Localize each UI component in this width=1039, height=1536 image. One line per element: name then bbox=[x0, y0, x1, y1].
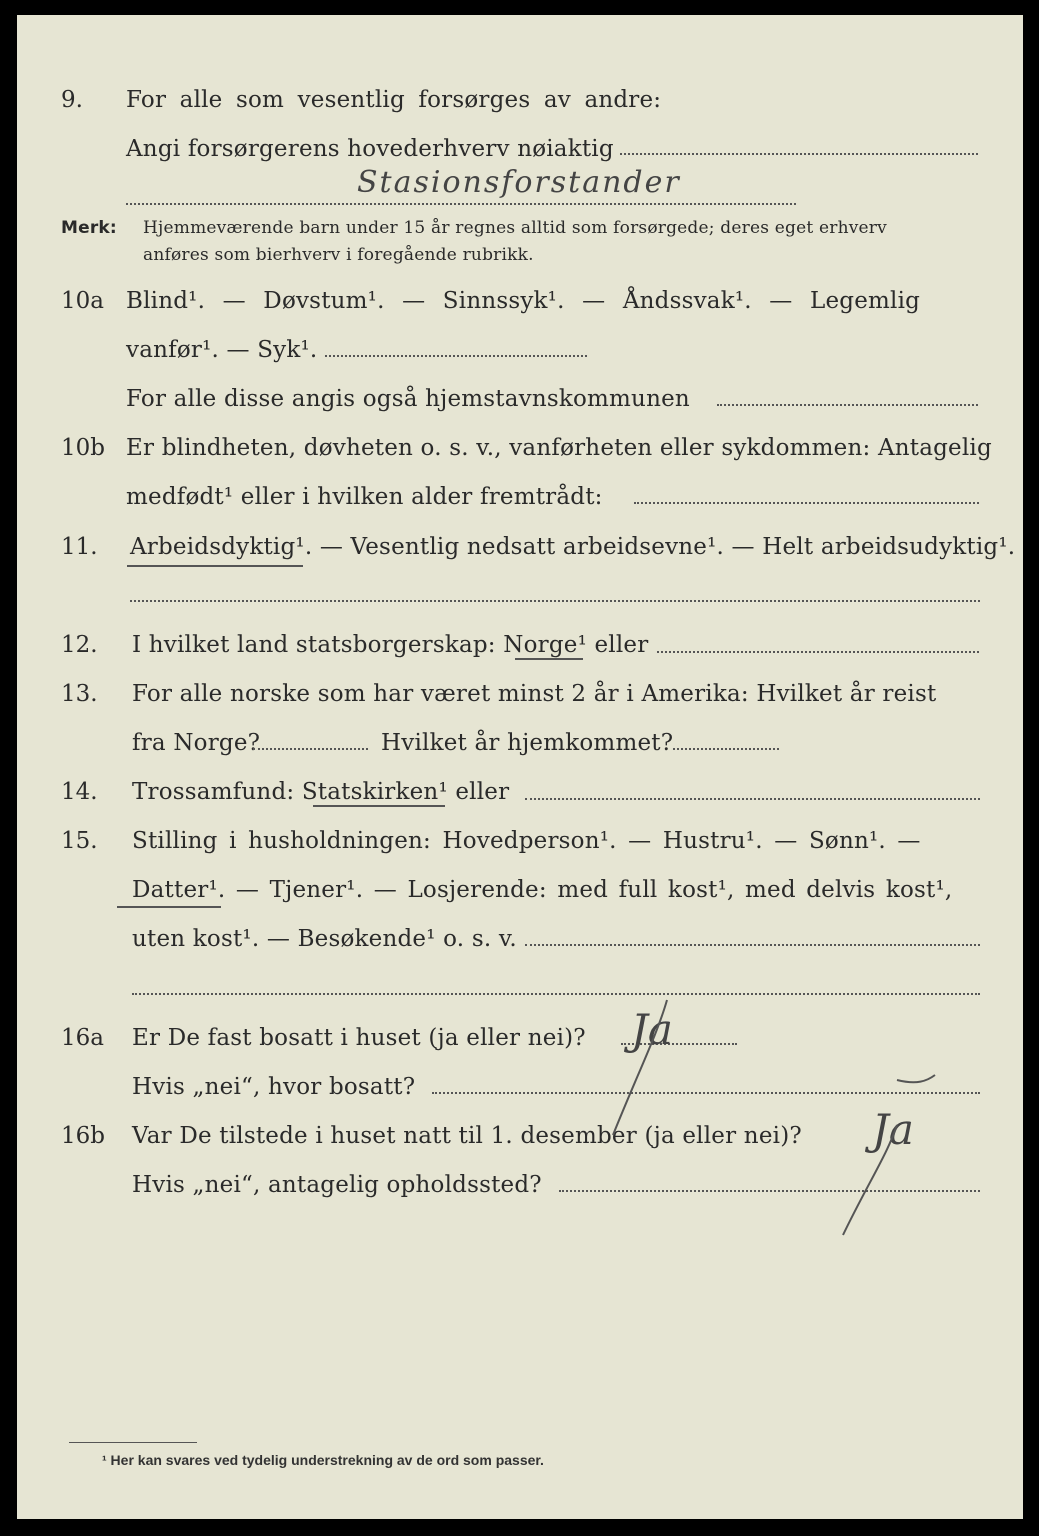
footnote-text: ¹ Her kan svares ved tydelig understrekning av de ord som passer. bbox=[102, 1452, 544, 1468]
merk-label: Merk: bbox=[61, 218, 117, 238]
q9-handwritten-answer: Stasionsforstander bbox=[357, 165, 681, 200]
q10b-line2: medfødt¹ eller i hvilken alder fremtrådt: bbox=[126, 484, 603, 510]
handwriting-strokes bbox=[17, 15, 1023, 1519]
q15-line1: Stilling i husholdningen: Hovedperson¹. — Hustru¹. — Sønn¹. — bbox=[132, 828, 921, 854]
item-number-12: 12. bbox=[61, 632, 98, 658]
item-number-9: 9. bbox=[61, 87, 83, 113]
item-number-15: 15. bbox=[61, 828, 98, 854]
q10a-line2: vanfør¹. — Syk¹. bbox=[126, 337, 318, 363]
merk-line1: Hjemmeværende barn under 15 år regnes alltid som forsørgede; deres eget erhverv bbox=[143, 218, 887, 238]
item-number-10b: 10b bbox=[61, 435, 105, 461]
q12-line1: I hvilket land statsborgerskap: Norge¹ eller bbox=[132, 632, 649, 658]
q16a-line2: Hvis „nei“, hvor bosatt? bbox=[132, 1074, 416, 1100]
form-page bbox=[17, 15, 1023, 1519]
q15-line2: Datter¹. — Tjener¹. — Losjerende: med full kost¹, med delvis kost¹, bbox=[132, 877, 953, 903]
q10b-line1: Er blindheten, døvheten o. s. v., vanførheten eller sykdommen: Antagelig bbox=[126, 435, 992, 461]
q13-line2a: fra Norge? bbox=[132, 730, 261, 756]
q9-line1: For alle som vesentlig forsørges av andre: bbox=[126, 87, 662, 113]
item-number-16a: 16a bbox=[61, 1025, 104, 1051]
item-number-16b: 16b bbox=[61, 1123, 105, 1149]
q16b-line1: Var De tilstede i huset natt til 1. desember (ja eller nei)? bbox=[132, 1123, 802, 1149]
q13-line2b: Hvilket år hjemkommet? bbox=[381, 730, 674, 756]
merk-line2: anføres som bierhverv i foregående rubrikk. bbox=[143, 245, 534, 265]
q10a-line1: Blind¹. — Døvstum¹. — Sinnssyk¹. — Åndssvak¹. — Legemlig bbox=[126, 288, 921, 314]
q13-line1: For alle norske som har været minst 2 år i Amerika: Hvilket år reist bbox=[132, 681, 937, 707]
q16b-line2: Hvis „nei“, antagelig opholdssted? bbox=[132, 1172, 542, 1198]
q15-line3: uten kost¹. — Besøkende¹ o. s. v. bbox=[132, 926, 517, 952]
item-number-14: 14. bbox=[61, 779, 98, 805]
q16a-line1: Er De fast bosatt i huset (ja eller nei)? bbox=[132, 1025, 586, 1051]
footnote-rule bbox=[69, 1442, 197, 1443]
item-number-13: 13. bbox=[61, 681, 98, 707]
q16a-handwritten-answer: Ja bbox=[631, 1005, 673, 1054]
item-number-10a: 10a bbox=[61, 288, 104, 314]
item-number-11: 11. bbox=[61, 534, 98, 560]
q11-line1: Arbeidsdyktig¹. — Vesentlig nedsatt arbeidsevne¹. — Helt arbeidsudyktig¹. bbox=[130, 534, 1016, 560]
q10a-line3: For alle disse angis også hjemstavnskommunen bbox=[126, 386, 690, 412]
q14-line1: Trossamfund: Statskirken¹ eller bbox=[132, 779, 510, 805]
q16b-handwritten-answer: Ja bbox=[872, 1105, 914, 1154]
q9-line2: Angi forsørgerens hovederhverv nøiaktig bbox=[126, 136, 614, 162]
